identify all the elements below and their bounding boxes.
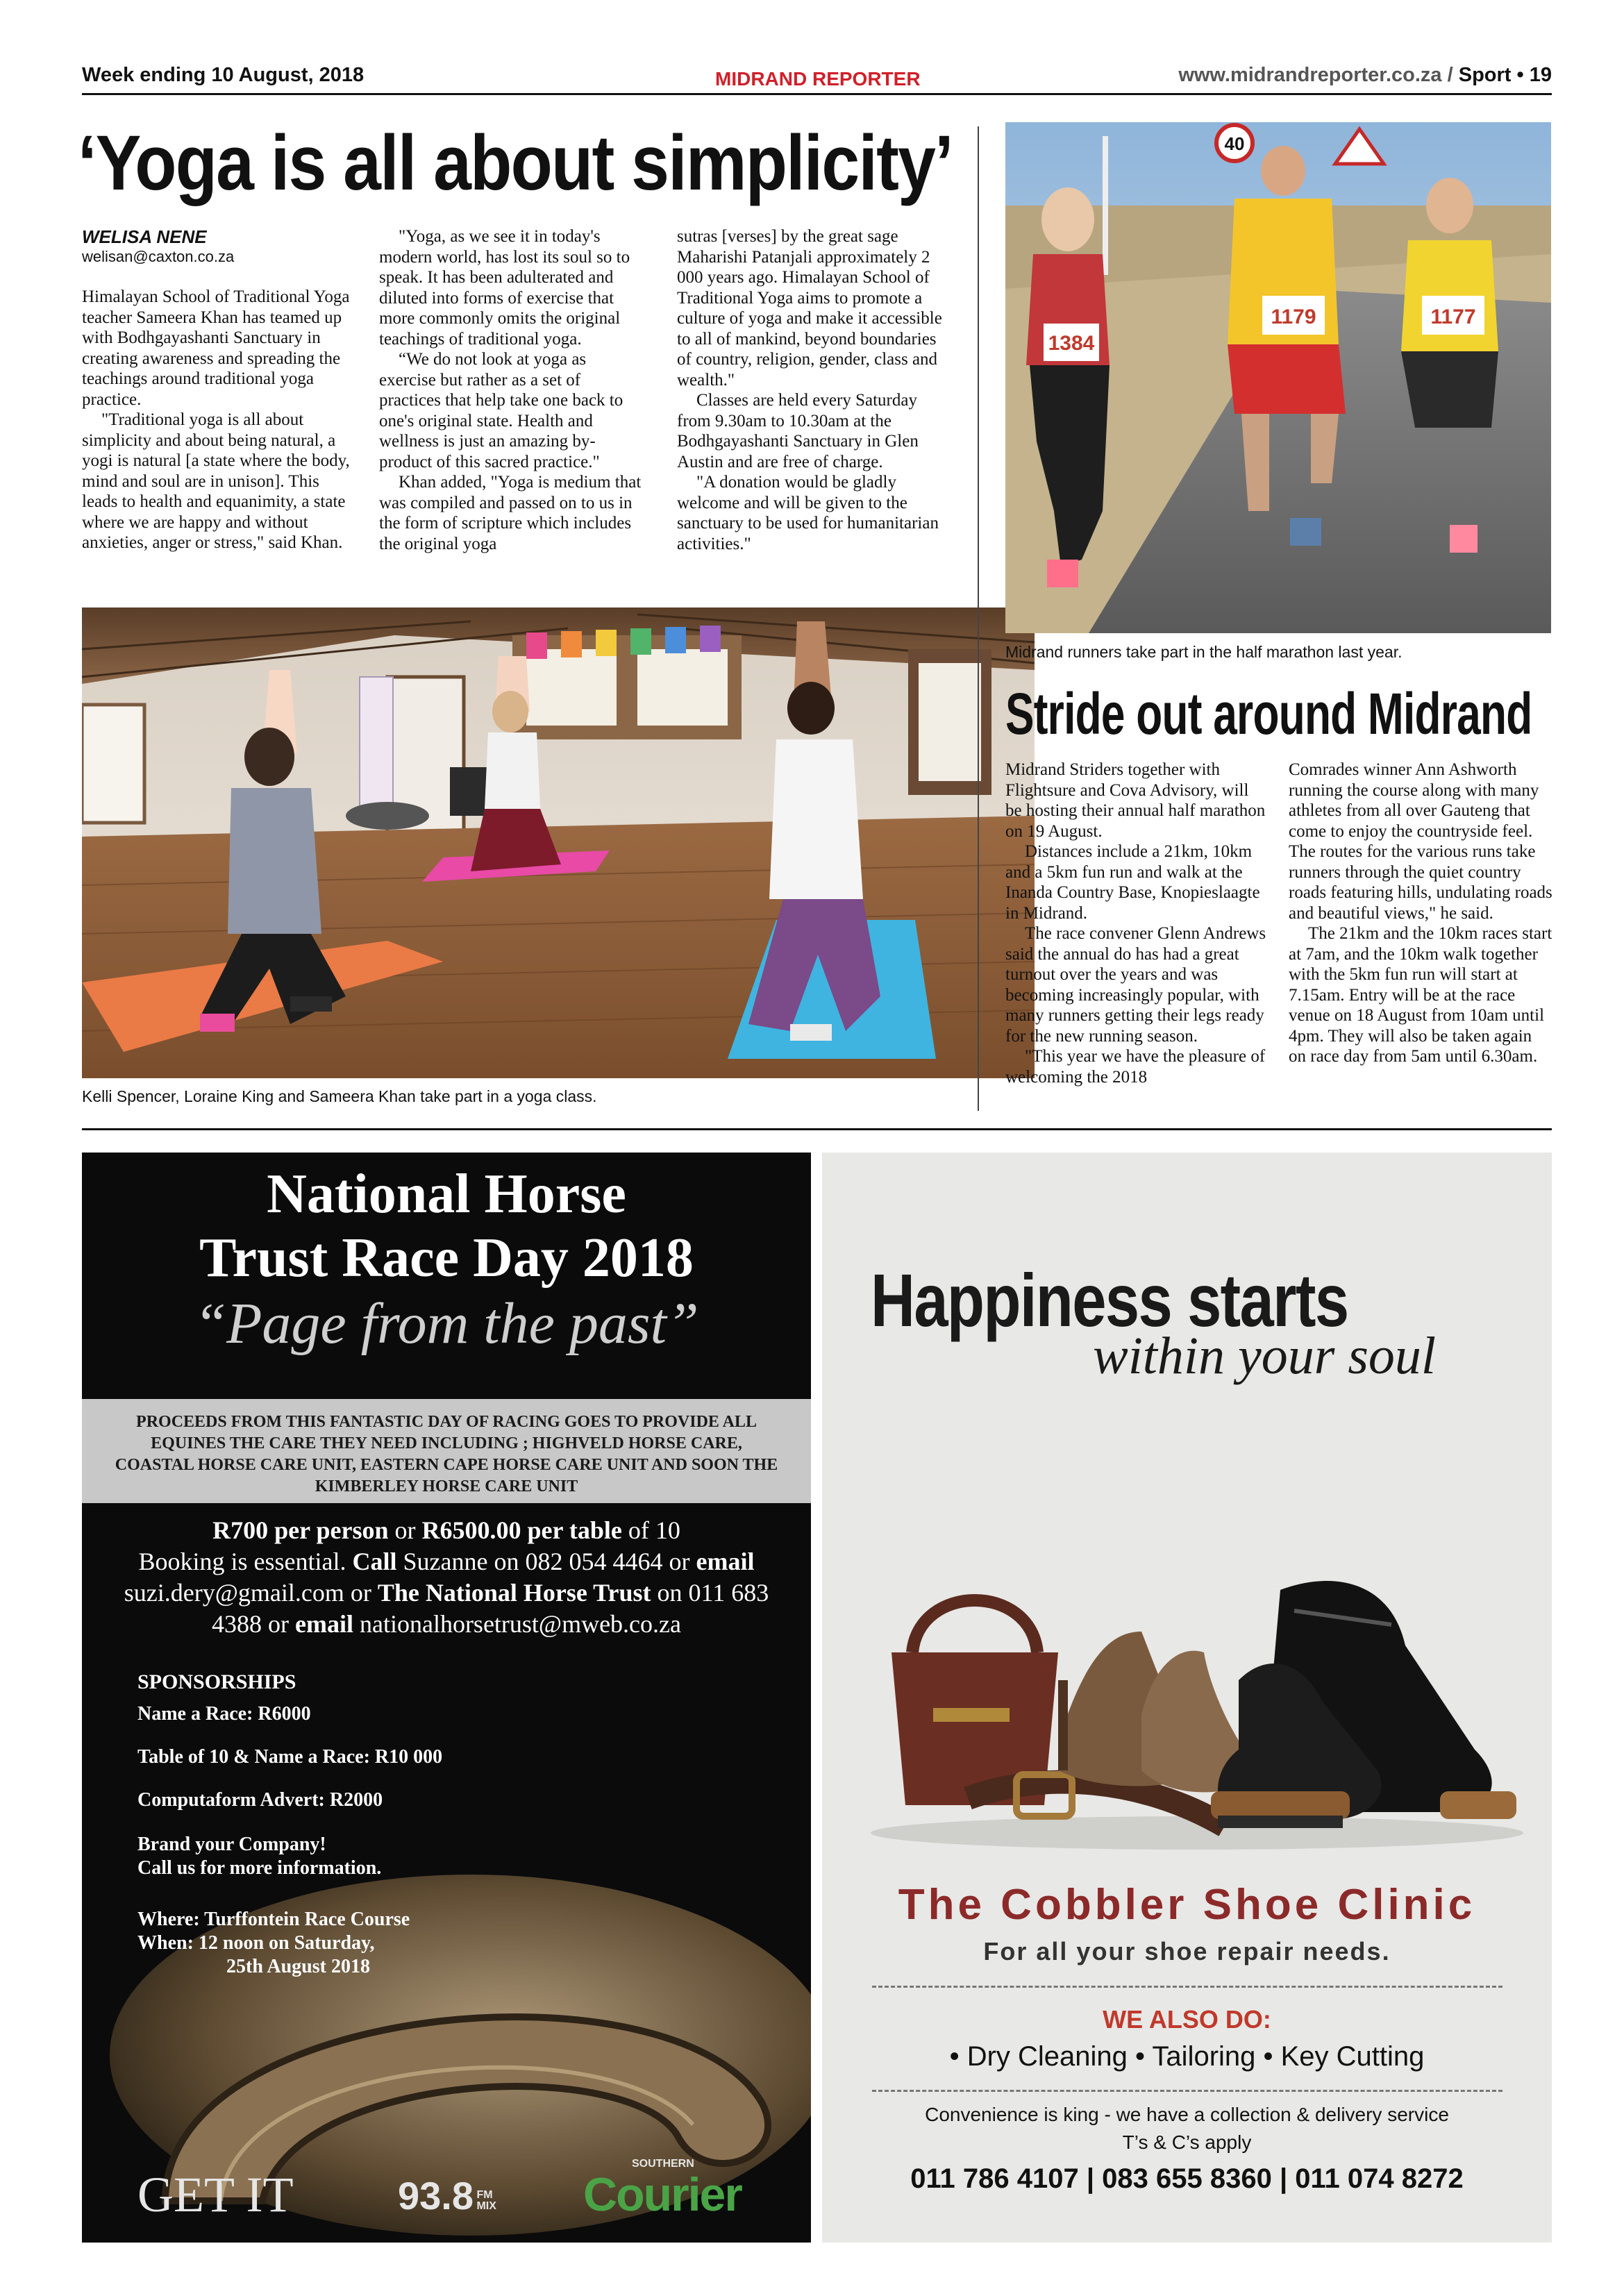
paragraph: Comrades winner Ann Ashworth running the course along with many athletes from all over Gauteng that come to enjoy the countryside feel. The routes for the various runs take runners through the quiet country roads featuring hills, undulating roads and beautiful views," he said.	[1289, 760, 1552, 923]
bib-number: 1177	[1430, 305, 1476, 328]
title-line-1: National Horse	[267, 1164, 626, 1225]
speed-sign-text: 40	[1224, 133, 1245, 154]
column-divider	[978, 126, 979, 1111]
price-per-table: R6500.00 per table	[421, 1516, 622, 1544]
paragraph: Distances include a 21km, 10km and a 5km fun run and walk at the Inanda Country Base, Knopieslaagte in Midrand.	[1005, 842, 1260, 923]
sponsorships-heading: SPONSORSHIPS	[137, 1670, 296, 1693]
or-text: or	[388, 1516, 422, 1544]
yoga-headline: ‘Yoga is all about simplicity’	[78, 119, 953, 206]
booking-info	[110, 1515, 783, 1640]
radio-mix: MIX	[476, 2200, 496, 2212]
also-do-heading: WE ALSO DO:	[1103, 2005, 1271, 2034]
cobbler-tagline: For all your shoe repair needs.	[983, 1937, 1391, 1966]
booking-text: Booking is essential.	[138, 1548, 353, 1575]
yoga-photo-caption: Kelli Spencer, Loraine King and Sameera Khan take part in a yoga class.	[82, 1087, 597, 1105]
happiness-headline: Happiness starts	[871, 1258, 1348, 1342]
paragraph: Himalayan School of Traditional Yoga teacher Sameera Khan has teamed up with Bodhgayashanti Sanctuary in creating awareness and spreading the teachings around traditional yoga practice.	[82, 287, 350, 409]
section-rule	[82, 1128, 1552, 1130]
yoga-column-1	[82, 226, 354, 553]
trust-phone: on 011 683 4388 or	[212, 1579, 769, 1638]
yoga-column-2	[379, 226, 643, 554]
email-suzi[interactable]: suzi.dery@gmail.com or	[124, 1579, 378, 1607]
header-rule	[82, 93, 1552, 95]
phone-numbers[interactable]: 011 786 4107 | 083 655 8360 | 011 074 8272	[910, 2163, 1464, 2194]
paragraph: "Yoga, as we see it in today's modern world, has lost its soul so to speak. It has been adulterated and diluted into forms of exercise that more commonly omits the original teachings of traditional yoga.	[379, 227, 630, 349]
courier-southern: SOUTHERN	[632, 2158, 694, 2170]
venue: Where: Turffontein Race Course	[137, 1909, 410, 1930]
email-label: email	[696, 1548, 755, 1575]
paragraph: The race convener Glenn Andrews said the annual do has had a great turnout over the years and was becoming increasingly popular, with many runners getting their legs ready for the new running season.	[1005, 924, 1266, 1046]
services-list: • Dry Cleaning • Tailoring • Key Cutting	[949, 2041, 1425, 2072]
courier-wordmark: Courier	[583, 2168, 742, 2221]
paragraph: "A donation would be gladly welcome and will be given to the sanctuary to be used for humanitarian activities."	[677, 473, 939, 553]
dashed-divider	[872, 1986, 1502, 1988]
runners-photo-illustration	[1005, 122, 1551, 633]
email-trust[interactable]: nationalhorsetrust@mweb.co.za	[353, 1610, 681, 1638]
email-label: email	[295, 1610, 353, 1638]
horse-title	[82, 1162, 811, 1290]
call-text: Suzanne on 082 054 4464 or	[396, 1548, 696, 1575]
paragraph: Khan added, "Yoga is medium that was compiled and passed on to us in the form of scripture which includes the original yoga	[379, 473, 642, 553]
proceeds-band	[82, 1399, 811, 1503]
dashed-divider	[872, 2090, 1502, 2092]
author-email[interactable]: welisan@caxton.co.za	[82, 248, 235, 265]
issue-date: Week ending 10 August, 2018	[82, 64, 365, 86]
call-label: Call	[352, 1548, 397, 1575]
stride-column-1	[1005, 760, 1269, 1087]
of-ten-text: of 10	[621, 1516, 680, 1544]
happiness-subhead: within your soul	[1093, 1327, 1437, 1385]
yoga-column-3	[677, 226, 953, 554]
masthead-title: MIDRAND REPORTER	[715, 68, 921, 90]
courier-logo	[583, 2158, 742, 2219]
paragraph: sutras [verses] by the great sage Maharishi Patanjali approximately 2 000 years ago. Himalayan School of Traditional Yoga aims to promote a culture of yoga and make it accessible to all of mankind, beyond boundaries of country, religion, gender, class and wealth."	[677, 227, 942, 389]
bib-number: 1384	[1048, 332, 1095, 355]
sponsorships-block	[137, 1670, 442, 1979]
event-time-2: 25th August 2018	[226, 1956, 370, 1977]
paragraph: "This year we have the pleasure of welcoming the 2018	[1005, 1047, 1266, 1087]
terms-text: T’s & C’s apply	[1122, 2131, 1252, 2153]
byline: WELISA NENE	[82, 226, 207, 247]
paragraph: "Traditional yoga is all about simplicity and about being natural, a yogi is natural [a state where the body, mind and soul are in unison]. This leads to health and equanimity, a state where we are happy and without anxieties, anger or stress," said Khan.	[82, 410, 350, 552]
cobbler-name: The Cobbler Shoe Clinic	[898, 1881, 1476, 1929]
event-time-1: When: 12 noon on Saturday,	[137, 1932, 375, 1954]
header-right	[1178, 64, 1552, 87]
runners-photo-caption: Midrand runners take part in the half marathon last year.	[1005, 643, 1403, 661]
title-line-2: Trust Race Day 2018	[199, 1227, 694, 1289]
section-page: Sport • 19	[1458, 64, 1552, 86]
brand-line-1: Brand your Company!	[137, 1834, 326, 1855]
bib-number: 1179	[1271, 305, 1316, 328]
shoes-image	[850, 1541, 1530, 1854]
paragraph: Midrand Striders together with Flightsure and Cova Advisory, will be hosting their annual half marathon on 19 August.	[1005, 760, 1266, 841]
radio-frequency: 93.8	[398, 2174, 474, 2218]
black-boot-icon	[1218, 1581, 1492, 1819]
brand-line-2: Call us for more information.	[137, 1857, 382, 1879]
header-separator: /	[1447, 64, 1453, 86]
proceeds-text: PROCEEDS FROM THIS FANTASTIC DAY OF RACING GOES TO PROVIDE ALL EQUINES THE CARE THEY NEED INCLUDING ; HIGHVELD HORSE CARE, COASTAL HORSE CARE UNIT, EASTERN CAPE HORSE CARE UNIT AND SOON THE KIMBERLEY HORSE CARE UNIT	[115, 1413, 778, 1495]
sponsor-item: Name a Race: R6000	[137, 1703, 311, 1725]
horse-tagline: “Page from the past”	[194, 1291, 699, 1356]
stride-headline: Stride out around Midrand	[1005, 681, 1532, 746]
horse-trust-ad[interactable]	[82, 1153, 811, 2243]
paragraph: The 21km and the 10km races start at 7am, and the 10km walk together with the 5km fun run will start at 7.15am. Entry will be at the race venue on 18 August from 10am until 4pm. They will also be taken again on race day from 5am until 6.30am.	[1289, 924, 1552, 1066]
radio-fm: FM	[476, 2189, 493, 2201]
radio-logo	[398, 2173, 496, 2218]
yoga-class-photo	[82, 607, 1035, 1078]
cobbler-ad[interactable]	[822, 1153, 1552, 2243]
website-link[interactable]: www.midrandreporter.co.za	[1178, 64, 1442, 86]
yoga-photo-illustration	[82, 607, 1035, 1078]
price-per-person: R700 per person	[212, 1516, 389, 1544]
convenience-text: Convenience is king - we have a collection & delivery service	[925, 2104, 1449, 2125]
runners-photo	[1005, 122, 1551, 633]
sponsor-item: Table of 10 & Name a Race: R10 000	[137, 1746, 443, 1768]
paragraph: “We do not look at yoga as exercise but rather as a set of practices that help take one back to one's original state. Health and wellness is just an amazing by-product of this sacred practice."	[379, 350, 623, 471]
sponsor-item: Computaform Advert: R2000	[137, 1789, 383, 1811]
get-it-logo: GET IT	[137, 2167, 294, 2222]
paragraph: Classes are held every Saturday from 9.30am to 10.30am at the Bodhgayashanti Sanctuary in Glen Austin and are free of charge.	[677, 391, 919, 471]
trust-name: The National Horse Trust	[377, 1579, 651, 1607]
stride-column-2	[1289, 760, 1552, 1067]
